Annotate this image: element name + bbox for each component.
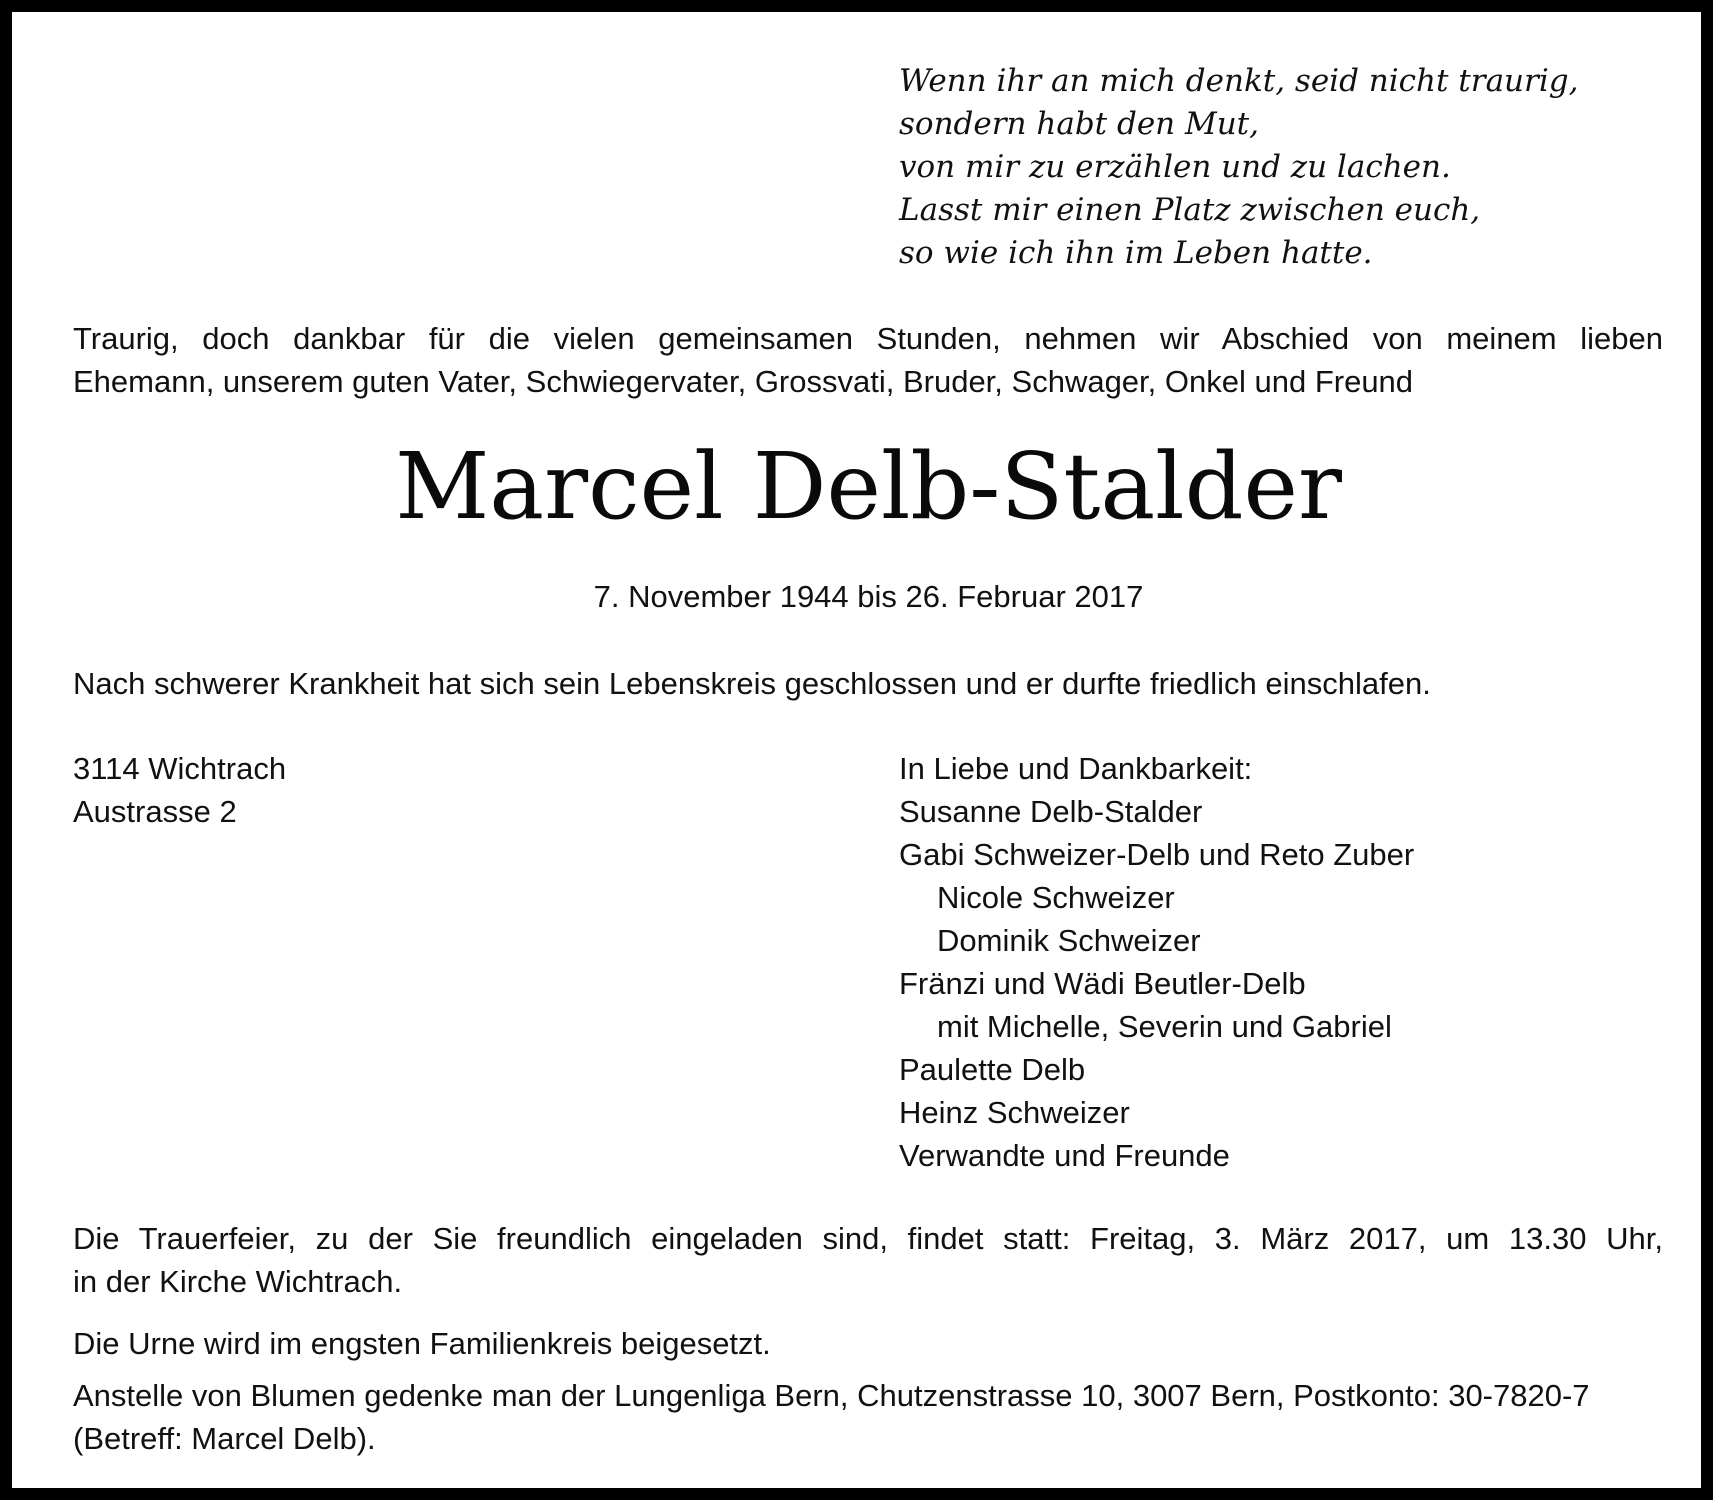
address-block (73, 747, 286, 833)
mourner-entry: Verwandte und Freunde (899, 1138, 1230, 1173)
poem-line: Wenn ihr an mich denkt, seid nicht traurig, (899, 63, 1579, 99)
address-city: 3114 Wichtrach (73, 751, 287, 786)
mourners-list (899, 747, 1659, 1177)
poem-line: sondern habt den Mut, (899, 106, 1259, 142)
urn-paragraph: Die Urne wird im engsten Familienkreis beigesetzt. (73, 1326, 771, 1361)
ceremony-paragraph (73, 1217, 1663, 1303)
mourner-entry: mit Michelle, Severin und Gabriel (937, 1009, 1392, 1044)
mourners-heading: In Liebe und Dankbarkeit: (899, 751, 1253, 786)
donation-paragraph (73, 1374, 1663, 1460)
address-street: Austrasse 2 (73, 794, 237, 829)
mourner-entry: Dominik Schweizer (937, 923, 1201, 958)
mourner-entry: Susanne Delb-Stalder (899, 794, 1203, 829)
mourner-entry: Nicole Schweizer (937, 880, 1175, 915)
poem (899, 60, 1659, 275)
donation-line: (Betreff: Marcel Delb). (73, 1421, 376, 1456)
ceremony-line: Die Trauerfeier, zu der Sie freundlich eingeladen sind, findet statt: Freitag, 3. März 2017, um 13.30 Uhr, (73, 1221, 1663, 1256)
mourner-entry: Gabi Schweizer-Delb und Reto Zuber (899, 837, 1415, 872)
deceased-name: Marcel Delb-Stalder (395, 433, 1342, 540)
donation-line: Anstelle von Blumen gedenke man der Lungenliga Bern, Chutzenstrasse 10, 3007 Bern, Postkonto: 30-7820-7 (73, 1378, 1590, 1413)
intro-line: Ehemann, unserem guten Vater, Schwiegervater, Grossvati, Bruder, Schwager, Onkel und Freund (73, 364, 1414, 399)
poem-line: von mir zu erzählen und zu lachen. (899, 149, 1451, 185)
mourner-entry: Fränzi und Wädi Beutler-Delb (899, 966, 1306, 1001)
poem-line: Lasst mir einen Platz zwischen euch, (899, 192, 1481, 228)
illness-paragraph: Nach schwerer Krankheit hat sich sein Lebenskreis geschlossen und er durfte friedlich einschlafen. (73, 666, 1431, 701)
intro-paragraph (73, 317, 1663, 403)
ceremony-line: in der Kirche Wichtrach. (73, 1264, 403, 1299)
intro-line: Traurig, doch dankbar für die vielen gemeinsamen Stunden, nehmen wir Abschied von meinem lieben (73, 321, 1663, 356)
life-dates: 7. November 1944 bis 26. Februar 2017 (593, 579, 1144, 614)
mourner-entry: Paulette Delb (899, 1052, 1086, 1087)
mourner-entry: Heinz Schweizer (899, 1095, 1130, 1130)
poem-line: so wie ich ihn im Leben hatte. (899, 235, 1373, 271)
